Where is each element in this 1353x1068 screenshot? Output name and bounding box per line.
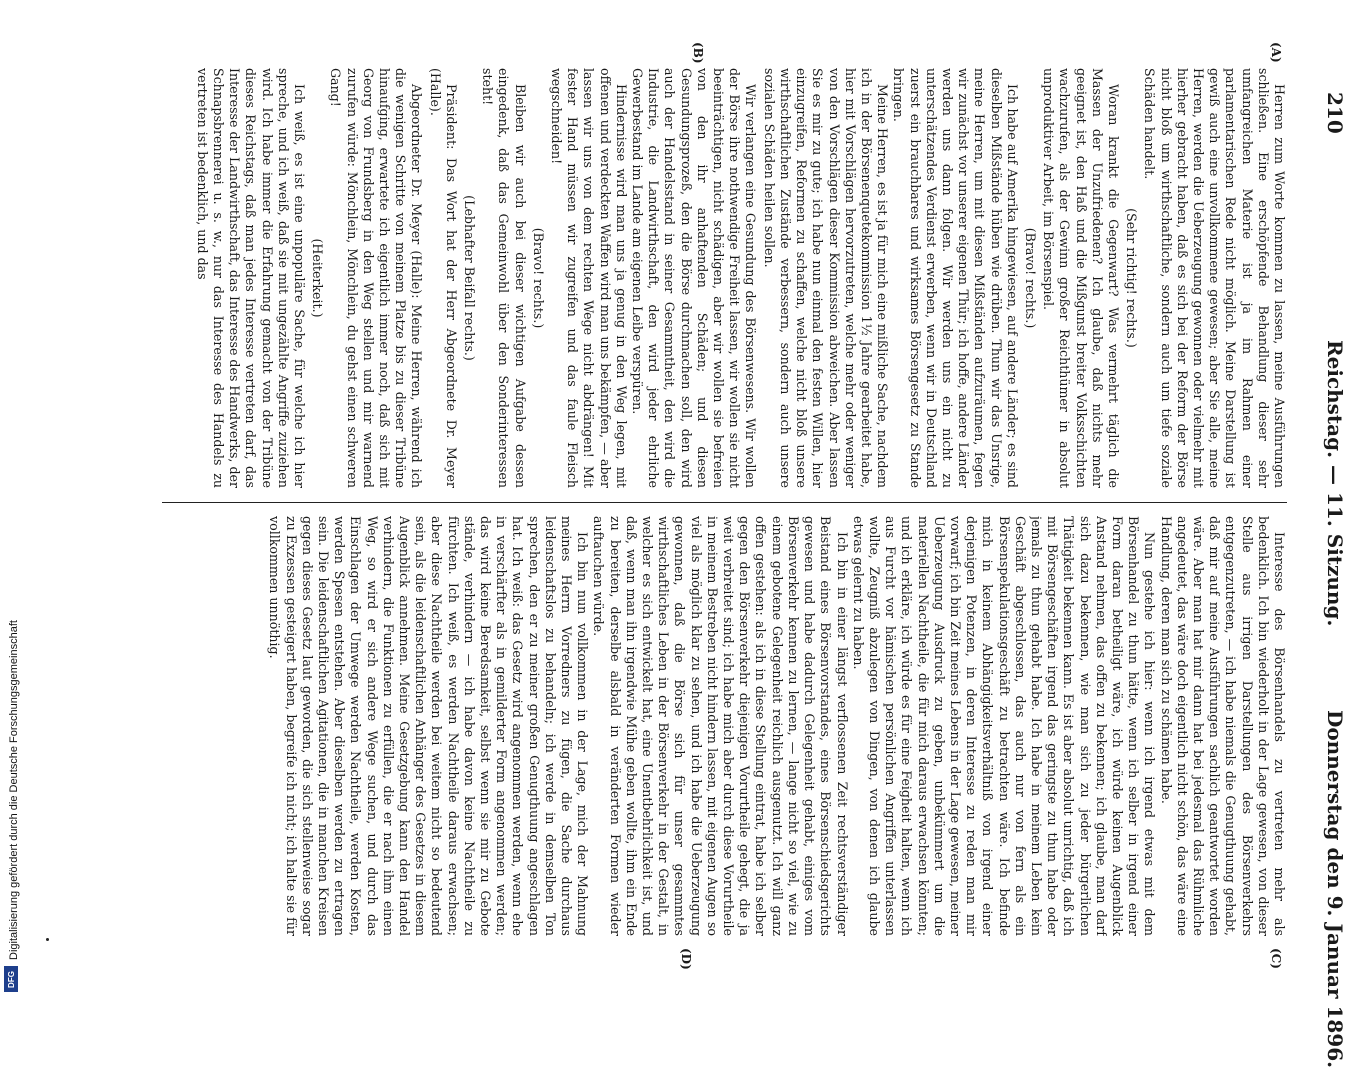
- digitization-footer: [0, 0, 60, 1000]
- page-date: Donnerstag den 9. Januar 1896.: [1323, 710, 1347, 1068]
- paragraph: Herren zum Worte kommen zu lassen, meine Ausführungen schließen. Eine erschöpfende Behandlung dieser sehr umfangreichen Materie ist ja im Rahmen einer parlamentarischen Rede nicht möglich. Meine Darstellung ist gewiß auch eine unvollkommene gewesen; aber Sie alle, meine Herren, werden die Ueberzeugung gewonnen oder vielmehr mit hierher gebracht haben, daß es sich bei der Reform der Börse nicht bloß um wirthschaftliche, sondern auch um tiefe soziale Schäden handelt.: [1142, 68, 1287, 488]
- applause-note: (Bravo! rechts.): [530, 227, 546, 329]
- margin-marker-d: (D): [679, 948, 693, 970]
- paragraph: Interesse des Börsenhandels zu vertreten mehr als bedenklich. Ich bin wiederholt in der Lage gewesen, von dieser Stelle aus irrigen Darstellungen des Börsenverkehrs entgegenzutreten, — ich habe niemals die Genugthuung gehabt, daß mir auf meine Ausführungen sachlich geantwortet worden wäre. Aber man hat mir dann hat bei jedesmal das Rühmliche angedeutet, das wäre doch eigentlich nicht schön, das wäre eine Handlung, deren man sich zu schämen habe.: [1158, 516, 1287, 936]
- left-column: [162, 68, 1287, 488]
- page-number: 210: [1323, 92, 1347, 134]
- margin-marker-a: (A): [1269, 42, 1283, 63]
- applause-note: (Lebhafter Beifall rechts.): [462, 195, 478, 361]
- page-title: Reichstag. — 11. Sitzung.: [1323, 340, 1347, 627]
- paragraph: Nun gestehe ich hier: wenn ich irgend etwas mit dem Börsenhandel zu thun hätte, wenn ich selber in irgend einer Form daran betheiligt wäre, ich würde keinen Augenblick Anstand nehmen, das offen zu bekennen; ich glaube, man darf sich dazu bekennen, wie man sich zu jeder bürgerlichen Thätigkeit bekennen kann. Es ist aber absolut unrichtig, daß ich mit Börsengeschäften irgend das geringste zu thun habe oder jemals zu thun gehabt habe. Ich habe in meinem Leben kein Geschäft abgeschlossen, das auch nur von fern als ein Börsenspekulationsgeschäft zu betrachten wäre. Ich befinde mich in keinem Abhängigkeitsverhältniß von irgend einer derjenigen Potenzen, in deren Interesse zu reden man mir vorwarf; ich bin Zeit meines Lebens in der Lage gewesen, meiner Ueberzeugung Ausdruck zu geben, unbekümmert um die materiellen Nachtheile, die für mich daraus erwachsen könnten; und ich erkläre, ich würde es für eine Feigheit halten, wenn ich aus Furcht vor hämischen persönlichen Angriffen unterlassen wollte, Zeugniß abzulegen von Dingen, von denen ich glaube etwas gelernt zu haben.: [850, 516, 1158, 936]
- applause-note: (Bravo! rechts.): [1022, 227, 1038, 329]
- applause-note: (Sehr richtig! rechts.): [1124, 208, 1140, 348]
- margin-marker-c: (C): [1269, 948, 1283, 969]
- paragraph: Hindernisse wird man uns ja genug in den Weg legen, mit offenen und verdeckten Waffen wird man uns bekämpfen, — aber lassen wir uns von dem rechten Wege nicht abdrängen! Mit fester Hand müssen wir zugreifen und das faule Fleisch wegschneiden!: [549, 68, 629, 488]
- paragraph: Woran krankt die Gegenwart? Was vermehrt täglich die Massen der Unzufriedenen? Ich glaube, daß nichts mehr geeignet ist, den Haß und die Mißgunst breiter Volksschichten wachzurufen, als der Gewinn großer Reichthümer in absolut unproduktiver Arbeit, im Börsenspiel.: [1041, 68, 1121, 488]
- paragraph: Ich habe auf Amerika hingewiesen, auf andere Länder; es sind dieselben Mißstände hüben wie drüben. Thun wir das Unsrige, meine Herren, um mit diesen Mißständen aufzuräumen, fegen wir zunächst vor unserer eigenen Thür; ich hoffe, andere Länder werden uns dann folgen. Wir werden uns ein nicht zu unterschätzendes Verdienst erwerben, wenn wir in Deutschland zuerst ein brauchbares und wirksames Börsengesetz zu Stande bringen.: [891, 68, 1020, 488]
- funding-note: Digitalisierung gefördert durch die Deutsche Forschungsgemeinschaft: [8, 620, 20, 960]
- paragraph: Bleiben wir auch bei dieser wichtigen Aufgabe dessen eingedenk, daß das Gemeinwohl über den Sonderinteressen steht!: [480, 68, 528, 488]
- paragraph: Präsident: Das Wort hat der Herr Abgeordnete Dr. Meyer (Halle).: [427, 68, 459, 488]
- paragraph: Meine Herren, es ist ja für mich eine mißliche Sache, nachdem ich in der Börsenenquetekommission 1½ Jahre gearbeitet habe, hier mit Vorschlägen hervorzutreten, welche mehr oder weniger von den Vorschlägen dieser Kommission abweichen. Aber lassen Sie es mir zu gute; ich habe nun einmal den festen Willen, hier einzugreifen, Reformen zu schaffen, welche nicht bloß unsere wirthschaftlichen Zustände verbessern, sondern auch unsere sozialen Schäden heilen sollen.: [761, 68, 891, 488]
- column-divider: [162, 502, 1287, 503]
- paragraph: Ich bin in einer längst verflossenen Zeit rechtsverständiger Beistand eines Börsenvorstandes, eines Börsenschiedsgerichts gewesen und habe dadurch Gelegenheit gehabt, einiges vom Börsenverkehr kennen zu lernen, — lange nicht so viel, wie zu einem gebotene Gelegenheit reichlich ausgenutzt. Ich will ganz offen gestehen: als ich in diese Stellung eintrat, habe ich selber gegen den Börsenverkehr diejenigen Vorurtheile gehegt, die ja weit verbreitet sind; ich habe mich aber durch diese Vorurtheile in meinem Bestreben nicht hindern lassen, mit eigenen Augen so viel als möglich klar zu sehen, und ich habe die Ueberzeugung gewonnen, daß die Börse sich für unser gesammtes wirthschaftliches Leben in der Börsenverkehr in der Gestalt, in welcher es sich entwickelt hat, eine Unentbehrlichkeit ist, und daß, wenn man ihn irgendwie Mühe geben wollte, ihm ein Ende zu bereiten, derselbe alsbald in veränderten Formen wieder auftauchen würde.: [591, 516, 850, 936]
- page-header: [1313, 0, 1353, 1068]
- separator-dot: [46, 938, 49, 941]
- paragraph: Wir verlangen eine Gesundung des Börsenwesens. Wir wollen der Börse ihre nothwendige Freiheit lassen, wir wollen sie nicht beeinträchtigen, nicht schädigen, aber wir wollen sie befreien von den ihr anhaftenden Schäden; und diesen Gesundungsprozeß, den die Börse durchmachen soll, den wird auch der Handelsstand in seiner Gesammtheit, den wird die Industrie, die Landwirthschaft, den wird jeder ehrliche Gewerbestand im Lande am eigenen Leibe verspüren.: [630, 68, 759, 488]
- dfg-logo-icon: DFG: [4, 966, 18, 992]
- applause-note: (Heiterkeit.): [310, 238, 326, 318]
- paragraph: Ich bin nun vollkommen in der Lage, mich der Mahnung meines Herrn Vorredners zu fügen, die Sache durchaus leidenschaftslos zu behandeln; ich werde in demselben Ton sprechen, den er zu meiner großen Genugthuung angeschlagen hat. Ich weiß: das Gesetz wird angenommen werden, wenn ehe in verschärfter als in gemilderter Form angenommen werden; das wird keine Beredsamkeit, selbst wenn sie mir zu Gebote stände, verhindern — ich habe davon keine Nachtheile zu fürchten. Ich weiß, es werden Nachtheile daraus erwachsen; aber diese Nachtheile werden bei weitem nicht so bedeutend sein, als die leidenschaftlichen Anhänger des Gesetzes in diesem Augenblick annehmen. Meine Gesetzgebung kann den Handel verhindern, die Funktionen zu erfüllen, die er nach ihm einen Weg, so wird er sich andere Wege suchen, und durch das Einschlagen der Umwege werden Nachtheile, werden Kosten, werden Spesen entstehen. Aber dieselben werden zu ertragen sein. Die leidenschaftlichen Agitationen, die in manchen Kreisen gegen dieses Gesetz laut geworden, die sich stellenweise sogar zu Exzessen gesteigert haben, begreife ich nicht; ich halte sie für vollkommen unnöthig.: [267, 516, 591, 936]
- margin-marker-b: (B): [691, 42, 705, 64]
- paragraph: Abgeordneter Dr. Meyer (Halle): Meine Herren, während ich die wenigen Schritte von meinem Platze bis zu dieser Tribüne hinaufging, erwartete ich eigentlich immer noch, daß sich mit Georg von Frundsberg in den Weg stellen und mir warnend zurufen würde: Mönchlein, Mönchlein, du gehst einen schweren Gang!: [328, 68, 425, 488]
- paragraph: Ich weiß, es ist eine unpopuläre Sache, für welche ich hier spreche, und ich weiß, daß sie mit ungezählte Angriffe zuziehen wird. Ich habe immer die Erfahrung gemacht von der Tribüne dieses Reichstags, daß man jedes Interesse vertreten darf, das Interesse der Landwirthschaft, das Interesse des Handwerks, der Schnapsbrennerei u. s. w., nur das Interesse des Handels zu vertreten ist bedenklich, und das: [194, 68, 308, 488]
- right-column: [162, 516, 1287, 936]
